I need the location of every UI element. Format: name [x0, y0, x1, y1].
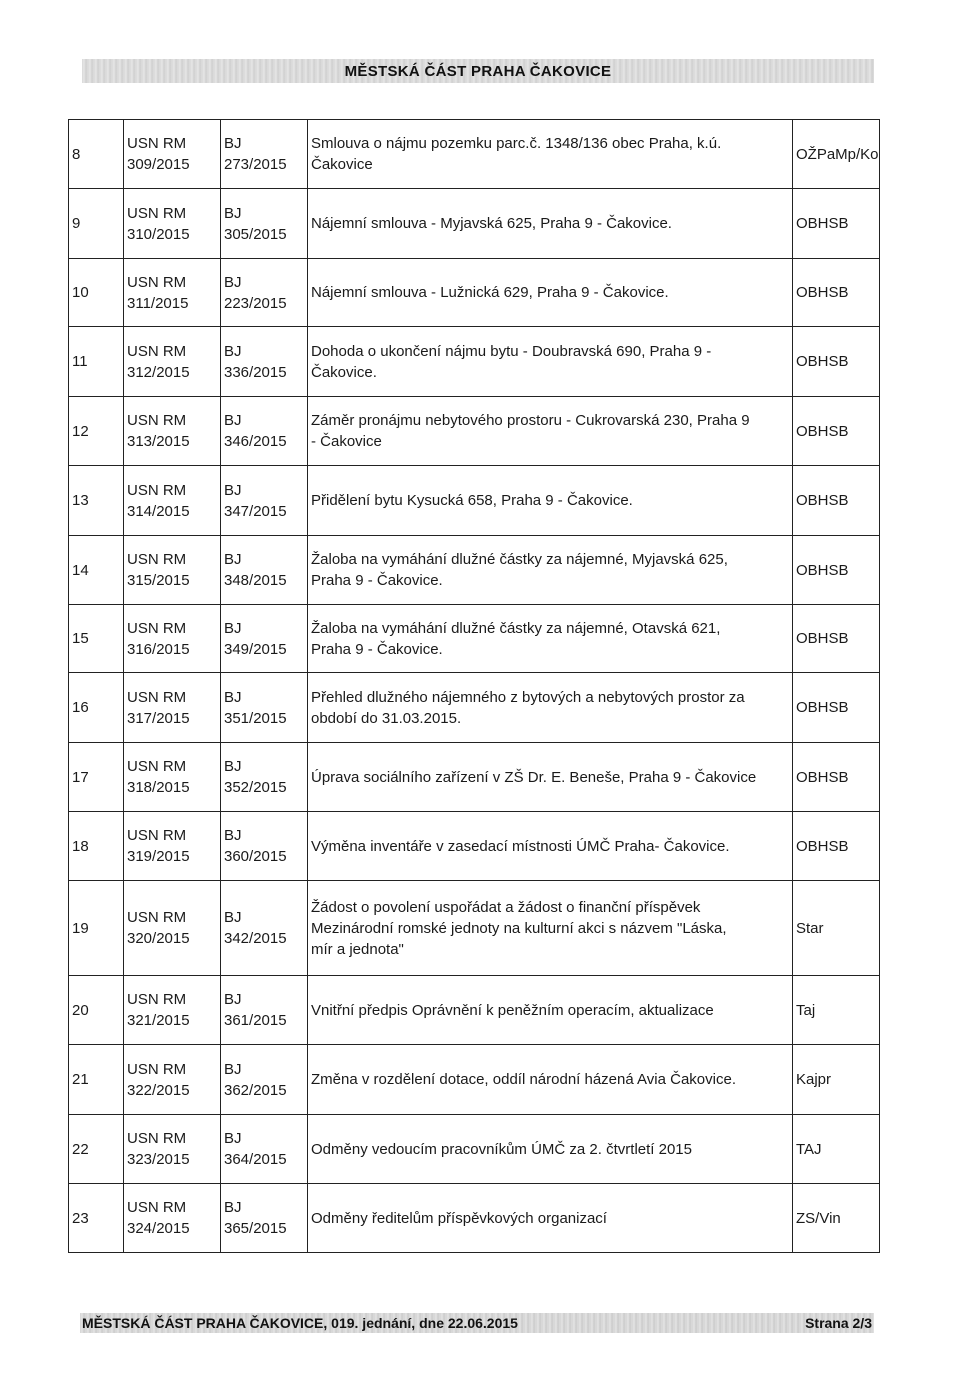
item-title-line: Smlouva o nájmu pozemku parc.č. 1348/136 obec Praha, k.ú.	[311, 135, 722, 152]
resolution-number-cell	[124, 466, 221, 536]
item-title-line: Praha 9 - Čakovice.	[311, 572, 443, 589]
agenda-row	[69, 881, 880, 976]
resolution-number-line: USN RM	[127, 619, 187, 637]
resolution-number-cell	[124, 1045, 221, 1115]
item-number-cell	[69, 466, 124, 536]
item-title-line: Žádost o povolení uspořádat a žádost o finanční příspěvek	[311, 898, 701, 916]
responsible-abbrev: Kajpr	[796, 1071, 832, 1088]
bj-number-line: 365/2015	[224, 1220, 287, 1237]
page-header-title: MĚSTSKÁ ČÁST PRAHA ČAKOVICE	[344, 62, 612, 80]
resolution-number-cell	[124, 327, 221, 397]
resolution-number-cell	[124, 743, 221, 812]
resolution-number-cell	[124, 881, 221, 976]
resolution-number-line: USN RM	[127, 412, 187, 429]
item-title-cell	[308, 881, 793, 976]
bj-number-line: 273/2015	[224, 156, 287, 173]
item-title-line: Nájemní smlouva - Lužnická 629, Praha 9 - Čakovice.	[311, 284, 669, 301]
bj-number-line: BJ	[224, 991, 242, 1008]
page-header-bar	[82, 59, 874, 83]
item-title-cell	[308, 673, 793, 743]
bj-number-line: 364/2015	[224, 1151, 287, 1168]
item-number-cell	[69, 976, 124, 1045]
resolution-number-line: 318/2015	[127, 779, 190, 796]
agenda-table	[68, 119, 880, 1253]
item-number: 20	[72, 1001, 89, 1019]
item-number: 18	[72, 837, 89, 855]
bj-number-line: BJ	[224, 551, 242, 568]
bj-number-line: BJ	[224, 688, 242, 706]
bj-number-cell	[221, 976, 308, 1045]
item-number: 15	[72, 630, 89, 647]
item-title-line: Dohoda o ukončení nájmu bytu - Doubravská 690, Praha 9 -	[311, 342, 712, 360]
resolution-number-line: 309/2015	[127, 156, 190, 173]
item-title-cell	[308, 189, 793, 259]
bj-number-cell	[221, 327, 308, 397]
item-number-cell	[69, 1115, 124, 1184]
agenda-row	[69, 1184, 880, 1253]
responsible-abbrev: OBHSB	[796, 492, 849, 509]
bj-number-line: 336/2015	[224, 363, 287, 381]
bj-number-cell	[221, 466, 308, 536]
responsible-abbrev: TAJ	[796, 1140, 822, 1158]
bj-number-line: 352/2015	[224, 779, 287, 796]
item-number-cell	[69, 812, 124, 881]
item-title-line: Čakovice.	[311, 363, 377, 381]
bj-number-line: BJ	[224, 135, 242, 152]
item-title-line: Mezinárodní romské jednoty na kulturní akci s názvem "Láska,	[311, 919, 727, 937]
responsible-cell	[793, 397, 880, 466]
agenda-table-body	[69, 120, 880, 1253]
resolution-number-line: USN RM	[127, 991, 187, 1008]
resolution-number-line: USN RM	[127, 1199, 187, 1216]
bj-number-line: 362/2015	[224, 1081, 287, 1099]
item-number-cell	[69, 743, 124, 812]
resolution-number-line: 319/2015	[127, 848, 190, 865]
resolution-number-line: USN RM	[127, 135, 187, 152]
resolution-number-line: 323/2015	[127, 1151, 190, 1168]
responsible-cell	[793, 1184, 880, 1253]
item-number-cell	[69, 673, 124, 743]
item-number-cell	[69, 881, 124, 976]
responsible-abbrev: OBHSB	[796, 768, 849, 786]
resolution-number-line: 313/2015	[127, 433, 190, 450]
agenda-row	[69, 812, 880, 881]
resolution-number-line: USN RM	[127, 204, 187, 222]
item-title-cell	[308, 536, 793, 605]
agenda-row	[69, 327, 880, 397]
item-title-line: Nájemní smlouva - Myjavská 625, Praha 9 - Čakovice.	[311, 215, 672, 232]
resolution-number-line: USN RM	[127, 1060, 187, 1078]
item-number: 22	[72, 1140, 89, 1158]
item-title-line: Úprava sociálního zařízení v ZŠ Dr. E. Beneše, Praha 9 - Čakovice	[311, 768, 757, 786]
agenda-row	[69, 1045, 880, 1115]
page-footer-bar	[80, 1313, 874, 1333]
item-number: 14	[72, 561, 89, 579]
item-title-line: Žaloba na vymáhání dlužné částky za nájemné, Otavská 621,	[311, 619, 721, 637]
bj-number-line: 223/2015	[224, 294, 287, 312]
resolution-number-cell	[124, 673, 221, 743]
resolution-number-line: USN RM	[127, 342, 187, 360]
item-title-line: Odměny vedoucím pracovníkům ÚMČ za 2. čtvrtletí 2015	[311, 1140, 692, 1158]
bj-number-line: BJ	[224, 204, 242, 222]
item-title-line: Vnitřní předpis Oprávnění k peněžním operacím, aktualizace	[311, 1001, 714, 1019]
responsible-cell	[793, 673, 880, 743]
agenda-row	[69, 397, 880, 466]
responsible-cell	[793, 605, 880, 673]
bj-number-line: BJ	[224, 481, 242, 499]
responsible-cell	[793, 881, 880, 976]
bj-number-line: 342/2015	[224, 930, 287, 947]
bj-number-cell	[221, 259, 308, 327]
item-number-cell	[69, 120, 124, 189]
bj-number-cell	[221, 605, 308, 673]
bj-number-cell	[221, 397, 308, 466]
bj-number-line: BJ	[224, 758, 242, 775]
item-number: 8	[72, 145, 81, 163]
resolution-number-cell	[124, 605, 221, 673]
bj-number-line: BJ	[224, 1130, 242, 1147]
responsible-abbrev: Star	[796, 919, 824, 937]
resolution-number-line: 316/2015	[127, 640, 190, 658]
responsible-abbrev: OBHSB	[796, 699, 849, 716]
resolution-number-line: USN RM	[127, 481, 187, 499]
item-number: 9	[72, 215, 81, 232]
bj-number-line: BJ	[224, 827, 242, 844]
bj-number-line: 346/2015	[224, 433, 287, 450]
resolution-number-line: USN RM	[127, 827, 187, 844]
resolution-number-line: 314/2015	[127, 502, 190, 520]
resolution-number-cell	[124, 976, 221, 1045]
item-title-cell	[308, 1184, 793, 1253]
item-number: 17	[72, 768, 89, 786]
item-title-line: Výměna inventáře v zasedací místnosti ÚMČ Praha- Čakovice.	[311, 837, 730, 855]
responsible-cell	[793, 812, 880, 881]
item-title-line: Odměny ředitelům příspěvkových organizací	[311, 1209, 607, 1227]
agenda-row	[69, 120, 880, 189]
resolution-number-line: 310/2015	[127, 225, 190, 243]
resolution-number-line: USN RM	[127, 551, 187, 568]
resolution-number-line: 320/2015	[127, 930, 190, 947]
bj-number-line: 349/2015	[224, 640, 287, 658]
item-title-cell	[308, 466, 793, 536]
resolution-number-line: USN RM	[127, 1130, 187, 1147]
resolution-number-line: USN RM	[127, 273, 187, 291]
resolution-number-cell	[124, 1115, 221, 1184]
item-title-cell	[308, 259, 793, 327]
bj-number-cell	[221, 1115, 308, 1184]
bj-number-cell	[221, 536, 308, 605]
responsible-abbrev: Taj	[796, 1001, 816, 1019]
resolution-number-line: 324/2015	[127, 1220, 190, 1237]
responsible-abbrev: OBHSB	[796, 215, 849, 232]
bj-number-line: 347/2015	[224, 502, 287, 520]
resolution-number-line: 311/2015	[127, 294, 189, 312]
responsible-cell	[793, 536, 880, 605]
item-number: 10	[72, 284, 89, 301]
item-title-cell	[308, 976, 793, 1045]
resolution-number-cell	[124, 812, 221, 881]
resolution-number-line: 317/2015	[127, 709, 190, 727]
item-title-line: mír a jednota"	[311, 940, 404, 958]
item-number: 21	[72, 1071, 89, 1088]
item-title-line: Přehled dlužného nájemného z bytových a nebytových prostor za	[311, 688, 745, 706]
resolution-number-line: 315/2015	[127, 572, 190, 589]
item-number: 11	[72, 353, 88, 370]
item-title-line: období do 31.03.2015.	[311, 709, 462, 727]
responsible-cell	[793, 259, 880, 327]
resolution-number-line: 321/2015	[127, 1012, 190, 1029]
bj-number-cell	[221, 812, 308, 881]
agenda-row	[69, 1115, 880, 1184]
item-number: 13	[72, 492, 89, 509]
item-title-cell	[308, 120, 793, 189]
bj-number-cell	[221, 1184, 308, 1253]
responsible-cell	[793, 120, 880, 189]
responsible-abbrev: OBHSB	[796, 422, 849, 440]
responsible-abbrev: OBHSB	[796, 561, 849, 579]
bj-number-cell	[221, 189, 308, 259]
resolution-number-cell	[124, 189, 221, 259]
item-number-cell	[69, 397, 124, 466]
item-number-cell	[69, 1184, 124, 1253]
item-title-line: Změna v rozdělení dotace, oddíl národní házená Avia Čakovice.	[311, 1071, 736, 1088]
resolution-number-cell	[124, 1184, 221, 1253]
item-title-line: Přidělení bytu Kysucká 658, Praha 9 - Čakovice.	[311, 492, 633, 509]
responsible-cell	[793, 466, 880, 536]
item-title-line: Praha 9 - Čakovice.	[311, 640, 443, 658]
item-number-cell	[69, 1045, 124, 1115]
item-number: 16	[72, 699, 89, 716]
resolution-number-cell	[124, 259, 221, 327]
item-number: 12	[72, 422, 89, 440]
resolution-number-line: USN RM	[127, 688, 187, 706]
bj-number-line: BJ	[224, 273, 242, 291]
bj-number-cell	[221, 120, 308, 189]
item-title-line: Záměr pronájmu nebytového prostoru - Cukrovarská 230, Praha 9	[311, 412, 750, 429]
resolution-number-line: USN RM	[127, 909, 187, 926]
bj-number-line: BJ	[224, 1199, 242, 1216]
item-title-line: Čakovice	[311, 156, 373, 173]
item-title-cell	[308, 327, 793, 397]
resolution-number-line: 322/2015	[127, 1081, 190, 1099]
item-number: 23	[72, 1209, 89, 1227]
bj-number-line: BJ	[224, 412, 242, 429]
responsible-abbrev: OBHSB	[796, 353, 849, 370]
responsible-cell	[793, 189, 880, 259]
bj-number-cell	[221, 673, 308, 743]
item-title-cell	[308, 397, 793, 466]
item-number-cell	[69, 327, 124, 397]
responsible-abbrev: OBHSB	[796, 630, 849, 647]
agenda-row	[69, 466, 880, 536]
agenda-row	[69, 673, 880, 743]
responsible-abbrev: OBHSB	[796, 837, 849, 855]
agenda-row	[69, 743, 880, 812]
bj-number-line: BJ	[224, 1060, 242, 1078]
item-title-line: - Čakovice	[311, 433, 382, 450]
responsible-cell	[793, 1115, 880, 1184]
bj-number-cell	[221, 1045, 308, 1115]
resolution-number-line: 312/2015	[127, 363, 190, 381]
bj-number-line: 360/2015	[224, 848, 287, 865]
agenda-row	[69, 976, 880, 1045]
item-number-cell	[69, 605, 124, 673]
resolution-number-line: USN RM	[127, 758, 187, 775]
bj-number-line: 361/2015	[224, 1012, 287, 1029]
item-title-cell	[308, 605, 793, 673]
responsible-abbrev: ZS/Vin	[796, 1209, 841, 1227]
responsible-cell	[793, 327, 880, 397]
bj-number-line: 305/2015	[224, 225, 287, 243]
agenda-row	[69, 536, 880, 605]
responsible-cell	[793, 743, 880, 812]
item-title-cell	[308, 743, 793, 812]
bj-number-line: 351/2015	[224, 709, 287, 727]
responsible-abbrev: OŽPaMp/Ko	[796, 145, 879, 163]
item-number-cell	[69, 259, 124, 327]
bj-number-line: 348/2015	[224, 572, 287, 589]
resolution-number-cell	[124, 120, 221, 189]
agenda-row	[69, 259, 880, 327]
item-number: 19	[72, 919, 89, 937]
footer-meeting-info: MĚSTSKÁ ČÁST PRAHA ČAKOVICE, 019. jednání, dne 22.06.2015	[82, 1315, 518, 1331]
bj-number-line: BJ	[224, 342, 242, 360]
responsible-cell	[793, 976, 880, 1045]
item-number-cell	[69, 189, 124, 259]
footer-page-number: Strana 2/3	[805, 1315, 872, 1331]
item-title-cell	[308, 812, 793, 881]
bj-number-line: BJ	[224, 909, 242, 926]
item-title-line: Žaloba na vymáhání dlužné částky za nájemné, Myjavská 625,	[311, 551, 728, 568]
resolution-number-cell	[124, 397, 221, 466]
responsible-cell	[793, 1045, 880, 1115]
bj-number-cell	[221, 743, 308, 812]
item-title-cell	[308, 1115, 793, 1184]
agenda-row	[69, 189, 880, 259]
resolution-number-cell	[124, 536, 221, 605]
bj-number-cell	[221, 881, 308, 976]
responsible-abbrev: OBHSB	[796, 284, 849, 301]
item-number-cell	[69, 536, 124, 605]
agenda-row	[69, 605, 880, 673]
item-title-cell	[308, 1045, 793, 1115]
bj-number-line: BJ	[224, 619, 242, 637]
